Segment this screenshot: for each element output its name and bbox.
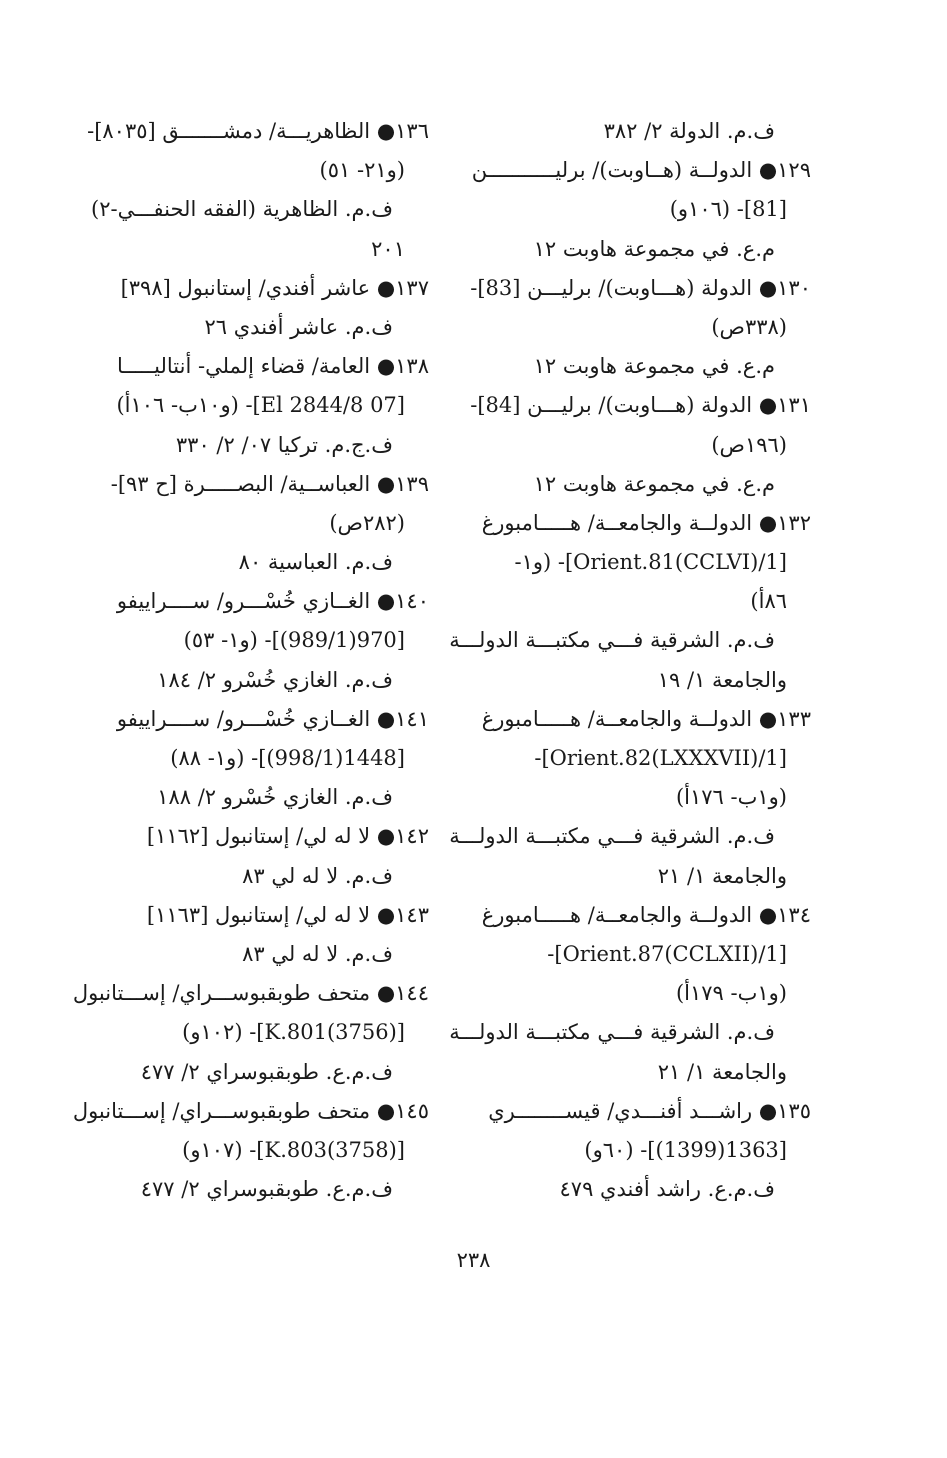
reference-line: ف.م. عاشر أفندي ٢٦ [204,314,393,339]
catalog-entry-line: ١٤٣● لا له لي/ إستانبول [١١٦٣] [146,902,429,927]
reference-line: ف.م. الدولة ٢/ ٣٨٢ [603,119,775,143]
catalog-entry-line: ١٢٩● الدولــة (هــاوبت)/ برليـــــــــــن [471,158,811,183]
catalog-entry-line: ١٣٦● الظاهريـــة/ دمشـــــــق [٨٠٣٥]- [87,119,429,143]
reference-line: ف.م. الشرقية فـــي مكتبـــة الدولـــة [449,1020,775,1045]
continuation-line: [K.801(3756)]- (١٠٢و) [182,1020,405,1045]
catalog-entry-line: ١٤٤● متحف طوبقبوســـراي/ إســـتانبول [72,981,429,1006]
continuation-line: ٨٦أ) [750,589,787,614]
continuation-line: والجامعة ١/ ١٩ [657,667,787,692]
reference-line: ف.م. الشرقية فـــي مكتبـــة الدولـــة [449,824,775,849]
continuation-line: والجامعة ١/ ٢١ [657,863,787,888]
catalog-entry-line: ١٣٣● الدولــة والجامعــة/ هـــــامبورغ [481,706,811,731]
continuation-line: [K.803(3758)]- (١٠٧و) [182,1137,405,1162]
reference-line: ف.م.ع. طوبقبوسراي ٢/ ٤٧٧ [140,1177,393,1202]
reference-line: م.ع. في مجموعة هاوبت ١٢ [533,236,775,261]
continuation-line: (و١ب- ١٧٩أ) [675,981,787,1006]
reference-line: ف.م. لا له لي ٨٣ [242,863,393,888]
continuation-line: [07 El 2844/8]- (و١٠ب- ١٠٦أ) [116,393,405,418]
catalog-entry-line: ١٣٧● عاشر أفندي/ إستانبول [٣٩٨] [120,275,429,300]
reference-line: ف.م. الشرقية فـــي مكتبـــة الدولـــة [449,628,775,653]
reference-line: ف.م. العباسية ٨٠ [238,550,393,575]
continuation-line: (و٢١- ٥١) [319,158,405,183]
continuation-line: (٢٨٢ص) [329,510,405,535]
continuation-line: (٣٣٨ص) [711,314,787,339]
catalog-entry-line: ١٣٩● العباســية/ البصـــــرة [ح ٩٣]- [110,471,429,496]
reference-line: ف.م.ع. طوبقبوسراي ٢/ ٤٧٧ [140,1059,393,1084]
catalog-entry-line: ١٤٢● لا له لي/ إستانبول [١١٦٢] [146,824,429,849]
reference-line: ف.م.ع. راشد أفندي ٤٧٩ [559,1177,775,1202]
catalog-entry-line: ١٣٠● الدولة (هـــاوبت)/ برليـــن [83]- [470,275,811,300]
continuation-line: (و١ب- ١٧٦أ) [675,785,787,810]
catalog-entry-line: ١٤١● الغــازي خُسْـــرو/ ســــرايیفو [116,706,429,731]
catalog-entry-line: ١٤٠● الغــازي خُسْـــرو/ ســــرايیفو [116,589,429,614]
reference-line: ف.م. لا له لي ٨٣ [242,941,393,966]
catalog-entry-line: ١٣٤● الدولــة والجامعــة/ هـــــامبورغ [481,902,811,927]
catalog-entry-line: ١٣٨● العامة/ قضاء إلملي- أنتاليـــــا [117,354,429,379]
right-column [449,112,811,1209]
continuation-line: [Orient.81(CCLVI)/1]- (و١- [514,550,787,575]
continuation-line: [1448(998/1)]- (و١- ٨٨) [170,746,405,770]
catalog-entry-line: ١٣٢● الدولــة والجامعــة/ هـــــامبورغ [481,510,811,535]
reference-line: ف.ج.م. تركيا ٠٧/ ٢/ ٣٣٠ [175,432,393,457]
continuation-line: (١٩٦ص) [711,432,787,457]
continuation-line: [Orient.82(LXXXVII)/1]- [534,746,787,770]
reference-line: م.ع. في مجموعة هاوبت ١٢ [533,471,775,496]
catalog-entry-line: ١٣٥● راشـــد أفنـــدي/ قيســــــــري [488,1098,811,1123]
reference-line: م.ع. في مجموعة هاوبت ١٢ [533,354,775,379]
reference-line: ف.م. الغازي خُسْرو ٢/ ١٨٤ [157,667,393,692]
reference-line: ف.م. الغازي خُسْرو ٢/ ١٨٨ [157,785,393,810]
left-column [72,112,429,1209]
continuation-line: ٢٠١ [371,236,405,261]
continuation-line: [Orient.87(CCLXII)/1]- [547,941,787,966]
catalog-entry-line: ١٣١● الدولة (هـــاوبت)/ برليـــن [84]- [470,393,811,418]
continuation-line: والجامعة ١/ ٢١ [657,1059,787,1084]
reference-line: ف.م. الظاهرية (الفقه الحنفـــي-٢) [91,197,393,222]
page-number: ٢٣٨ [456,1248,491,1272]
continuation-line: [81]- (١٠٦و) [669,197,787,222]
continuation-line: [970(989/1)]- (و١- ٥٣) [183,628,405,653]
continuation-line: [1363(1399)]- (٦٠و) [584,1137,787,1162]
catalog-entry-line: ١٤٥● متحف طوبقبوســـراي/ إســـتانبول [72,1098,429,1123]
